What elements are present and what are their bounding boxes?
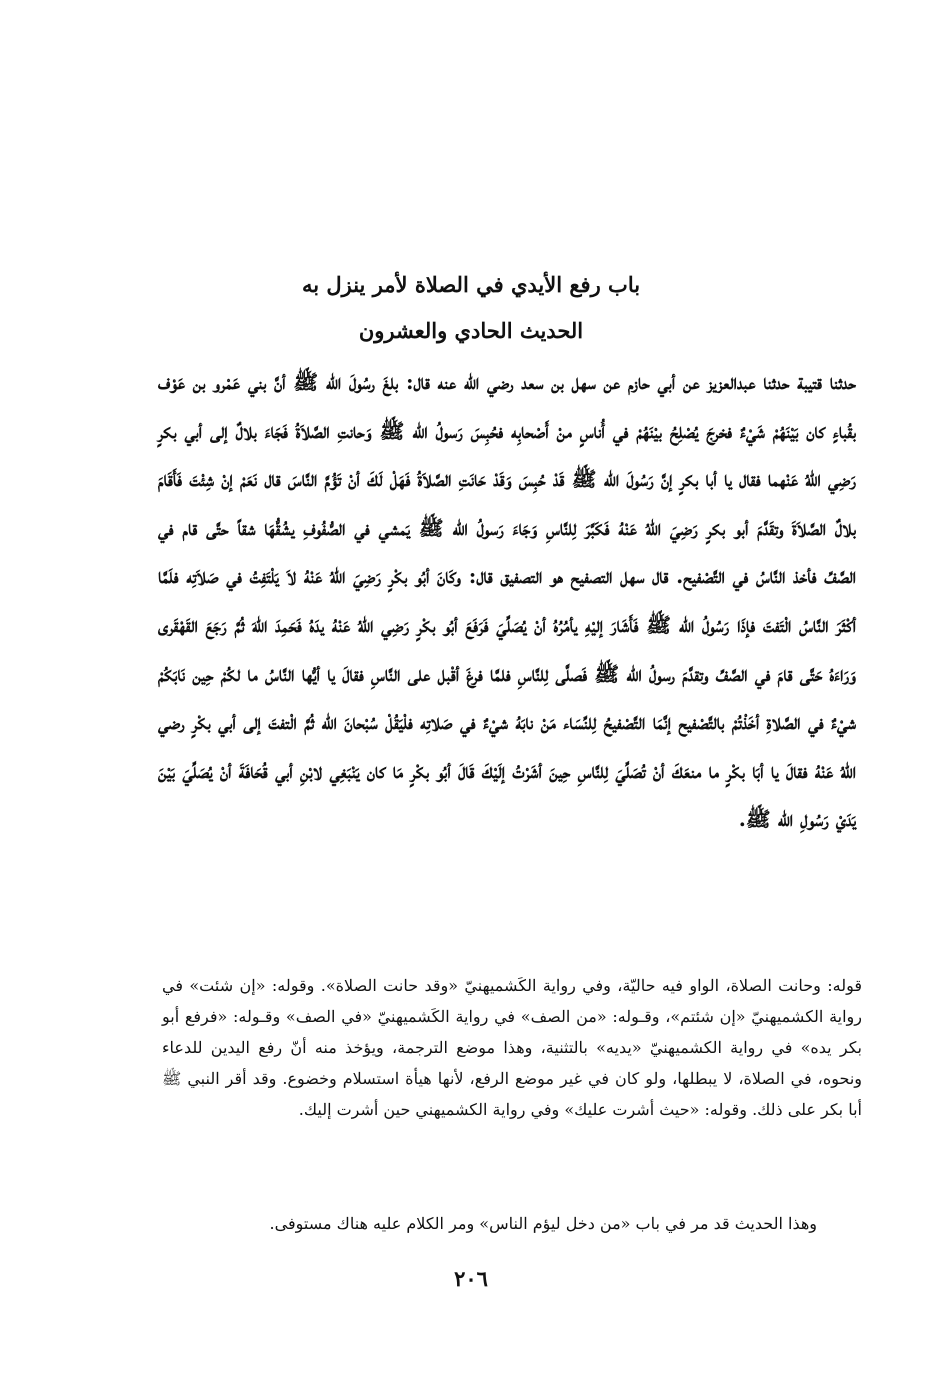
hadith-isnad: حدثنا قتيبة حدثنا عبدالعزيز عن أبي حازم عن سهل بن سعد رضي الله عنه قال: [405, 370, 856, 394]
page-number: ٢٠٦ [454, 1266, 488, 1291]
hadith-body [158, 358, 856, 844]
hadith-number-heading: الحديث الحادي والعشرون [358, 318, 584, 343]
cross-reference-note: وهذا الحديث قد مر في باب «من دخل ليؤم الناس» ومر الكلام عليه هناك مستوفى. [269, 1214, 817, 1233]
title-block [0, 268, 942, 348]
commentary-paragraph: قوله: وحانت الصلاة، الواو فيه حاليّة، وفي رواية الكَشميهنيّ «وقد حانت الصلاة». وقوله: «إن شئت» في رواية الكشميهنيّ «إن شئتم»، وقـوله: «من الصف» في رواية الكَشميهنيّ «في الصف» وقـوله: «فرفع أبو بكر يده» في رواية الكشميهنيّ «يديه» بالتثنية، وهذا موضع الترجمة، ويؤخذ منه أنّ رفع اليدين للدعاء ونحوه، في الصلاة، لا يبطلها، ولو كان في غير موضع الرفع، لأنها هيأة استسلام وخضوع. وقد أقر النبي ﷺ أبا بكر على ذلك. وقوله: «حيث أشرت عليك» وفي رواية الكشميهني حين أشرت إليك. [162, 976, 862, 1119]
chapter-title: باب رفع الأيدي في الصلاة لأمر ينزل به [301, 272, 641, 297]
hadith-matn: بلغَ رسُولَ الله ﷺ أنَّ بني عَمْرو بن عَوْف بقُباءٍ كان بَيْنَهُمْ شَيْءٌ فخرجَ يُصْلِحُ بيْنَهُمْ في أُناسٍ منْ أَصْحابِه فحُبِسَ رَسولُ الله ﷺ وَحانتِ الصَّلاَةُ فَجَاءَ بلالٌ إلى أبي بكرٍ رَضِي اللهُ عَنْهما فقال يا أبا بكرٍ إنَّ رَسُولَ الله ﷺ قَدْ حُبِسَ وَقَدْ حَانَتِ الصَّلاَةُ فَهَلْ لَكَ أنْ تَؤُمَّ النَّاسَ قال نَعَمْ إنْ شِئْتَ فَأَقَامَ بلالٌ الصَّلاَةَ وتقَدَّمَ أبو بكرٍ رَضِيَ اللهُ عَنْهُ فَكَبَّرَ لِلنَّاسِ وَجَاءَ رَسولُ الله ﷺ يَمشي في الصُّفُوفِ يشُقُّهَا شقاً حتَّى قام في الصَّفِّ فأخذ النَّاسُ في التَّصْفيح. قال سهل التصفيح هو التصفيق قال: وكَانَ أبُو بكْرٍ رَضِيَ اللهُ عَنْهُ لاَ يَلْتَفِتُ في صَلاَتِه فلَمَّا أكْثَرَ النَّاسُ الْتَفتَ فإذَا رَسُولُ الله ﷺ فَأَشَارَ إليْهِ يأمُرُهُ أنْ يُصَلِّيَ فَرَفَعَ أبُو بكْرٍ رَضِي اللهُ عَنْهُ يدَهُ فَحَمِدَ اللهَ ثُمَّ رَجَعَ القَهْقَرى وَرَاءَهُ حَتَّى قامَ في الصَّفِّ وتقدَّمَ رسولُ الله ﷺ فَصلَّى لِلنَّاسِ فلمَّا فرغَ أقْبل على النَّاسِ فقالَ يا أيُّها النَّاسُ ما لكُمْ حِين نَابَكُمْ شيْءٌ في الصَّلاةِ أخَذْتُمْ بالتَّصْفيح إنَّمَا التَّصْفيحُ لِلنِّسَاء مَنْ نابَهُ شيْءٌ في صَلاتِه فلْيَقُلْ سُبْحانَ الله ثُمَّ الْتفتَ إلى أبي بكْرٍ رضي اللهُ عَنْهُ فقالَ يا أبَا بكْرٍ ما منعَكَ أنْ تُصَلِّيَ لِلنَّاسِ حِينَ أشَرْتُ إلَيْكَ قَالَ أبُو بكْرٍ مَا كان يَنْبَغِي لابْنِ أبي قُحَافَةَ أنْ يُصَلِّيَ بَيْنَ يَدَيْ رَسُولِ الله ﷺ. [158, 370, 856, 832]
